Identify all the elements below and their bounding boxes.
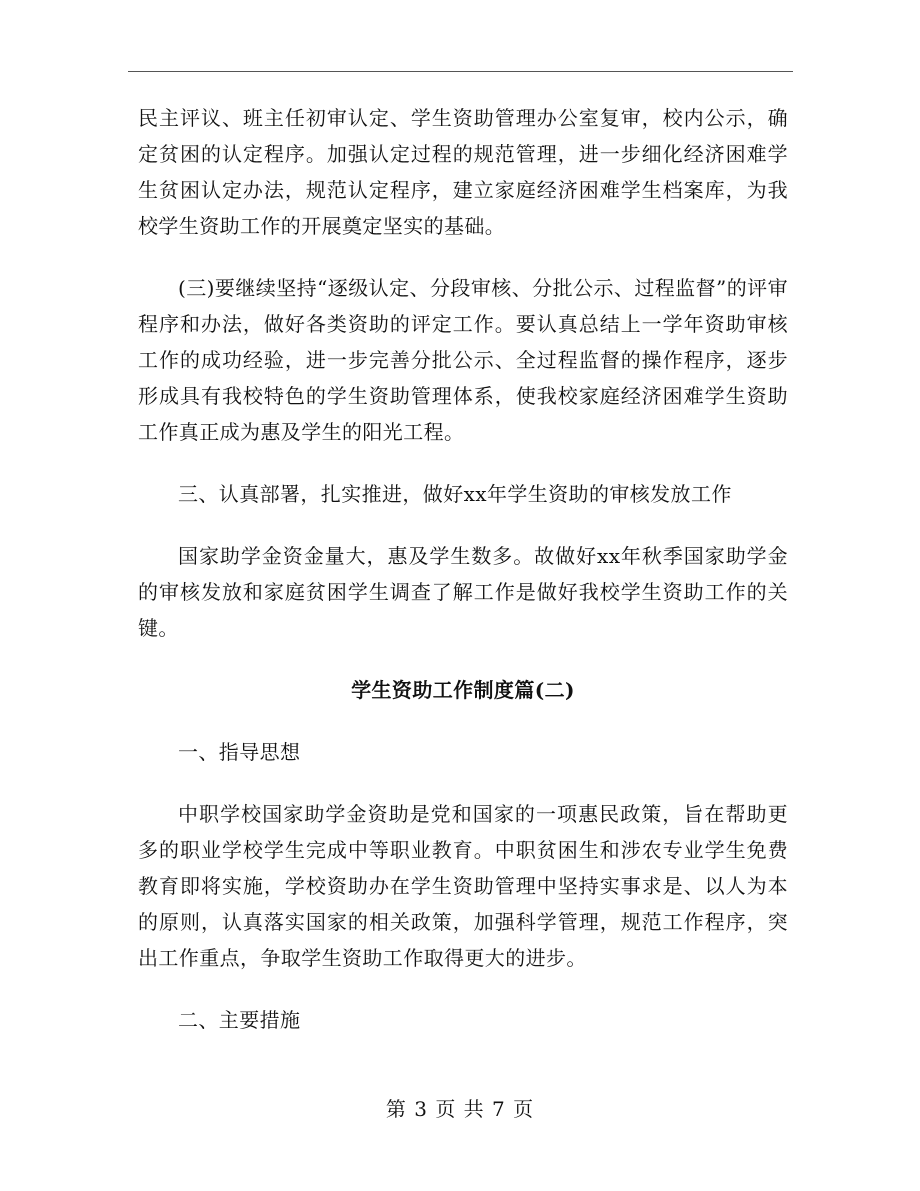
document-body xyxy=(138,100,788,1064)
section-title: 学生资助工作制度篇(二) xyxy=(351,678,575,702)
header-rule xyxy=(128,71,793,72)
paragraph-2: (三)要继续坚持“逐级认定、分段审核、分批公示、过程监督”的评审程序和办法，做好各类资助的评定工作。要认真总结上一学年资助审核工作的成功经验，进一步完善分批公示、全过程监督的操作程序，逐步形成具有我校特色的学生资助管理体系，使我校家庭经济困难学生资助工作真正成为惠及学生的阳光工程。 xyxy=(138,276,788,444)
paragraph-guiding-thought: 中职学校国家助学金资助是党和国家的一项惠民政策，旨在帮助更多的职业学校学生完成中等职业教育。中职贫困生和涉农专业学生免费教育即将实施，学校资助办在学生资助管理中坚持实事求是、以人为本的原则，认真落实国家的相关政策，加强科学管理，规范工作程序，突出工作重点，争取学生资助工作取得更大的进步。 xyxy=(138,802,788,970)
paragraph-4: 国家助学金资金量大，惠及学生数多。故做好xx年秋季国家助学金的审核发放和家庭贫困学生调查了解工作是做好我校学生资助工作的关键。 xyxy=(138,544,788,640)
heading-main-measures: 二、主要措施 xyxy=(178,1008,301,1032)
section-heading-3: 三、认真部署，扎实推进，做好xx年学生资助的审核发放工作 xyxy=(178,482,732,506)
paragraph-1: 民主评议、班主任初审认定、学生资助管理办公室复审，校内公示，确定贫困的认定程序。加强认定过程的规范管理，进一步细化经济困难学生贫困认定办法，规范认定程序，建立家庭经济困难学生档案库，为我校学生资助工作的开展奠定坚实的基础。 xyxy=(138,106,788,238)
heading-guiding-thought: 一、指导思想 xyxy=(178,740,301,764)
page-number: 第 3 页 共 7 页 xyxy=(385,1097,535,1121)
